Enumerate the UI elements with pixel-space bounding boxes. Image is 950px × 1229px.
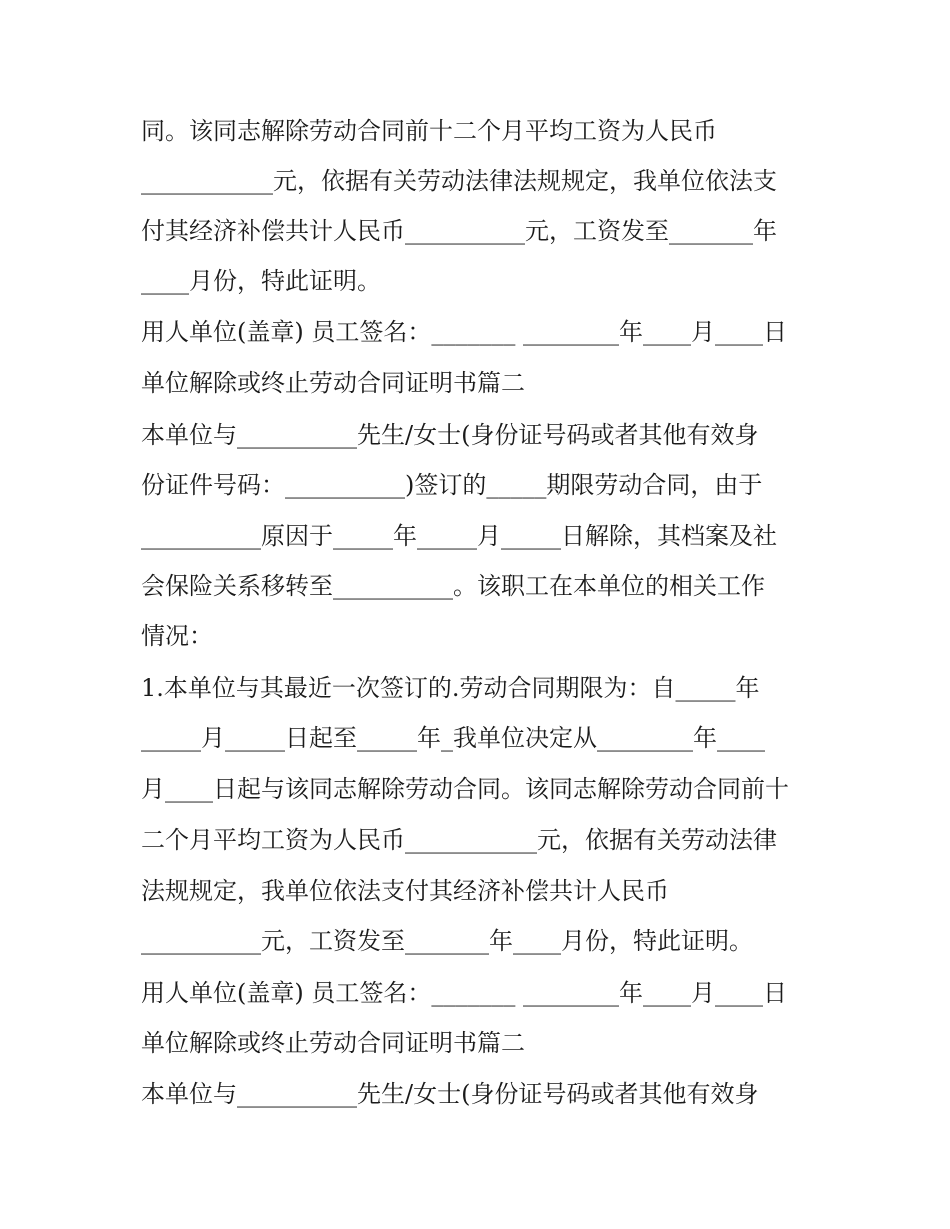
text-line-17: __________元，工资发至_______年____月份，特此证明。 [141, 927, 753, 955]
text-line-4: ____月份，特此证明。 [141, 267, 381, 295]
text-line-11: 情况： [141, 622, 213, 650]
text-line-7: 本单位与__________先生/女士(身份证号码或者其他有效身 [141, 421, 759, 449]
text-line-2: ___________元，依据有关劳动法律法规规定，我单位依法支 [141, 167, 777, 195]
signature-line-2: 用人单位(盖章) 员工签名：_______ ________年____月____日 [141, 979, 787, 1007]
section-title-2: 单位解除或终止劳动合同证明书篇二 [141, 1029, 525, 1057]
text-line-10: 会保险关系移转至__________。该职工在本单位的相关工作 [141, 572, 765, 600]
text-line-13: _____月_____日起至_____年_我单位决定从________年____ [141, 724, 765, 752]
signature-line: 用人单位(盖章) 员工签名：_______ ________年____月____日 [141, 318, 787, 346]
text-line-14: 月____日起与该同志解除劳动合同。该同志解除劳动合同前十 [141, 775, 789, 803]
text-line-20: 本单位与__________先生/女士(身份证号码或者其他有效身 [141, 1080, 759, 1108]
text-line-16: 法规规定，我单位依法支付其经济补偿共计人民币 [141, 877, 669, 905]
text-line-12: 1.本单位与其最近一次签订的.劳动合同期限为：自_____年 [141, 674, 760, 702]
text-line-8: 份证件号码：__________)签订的_____期限劳动合同，由于 [141, 471, 763, 499]
text-line-3: 付其经济补偿共计人民币__________元，工资发至_______年 [141, 217, 777, 245]
section-title: 单位解除或终止劳动合同证明书篇二 [141, 369, 525, 397]
text-line-1: 同。该同志解除劳动合同前十二个月平均工资为人民币 [141, 117, 717, 145]
text-line-9: __________原因于_____年_____月_____日解除，其档案及社 [141, 522, 777, 550]
text-line-15: 二个月平均工资为人民币___________元，依据有关劳动法律 [141, 826, 777, 854]
